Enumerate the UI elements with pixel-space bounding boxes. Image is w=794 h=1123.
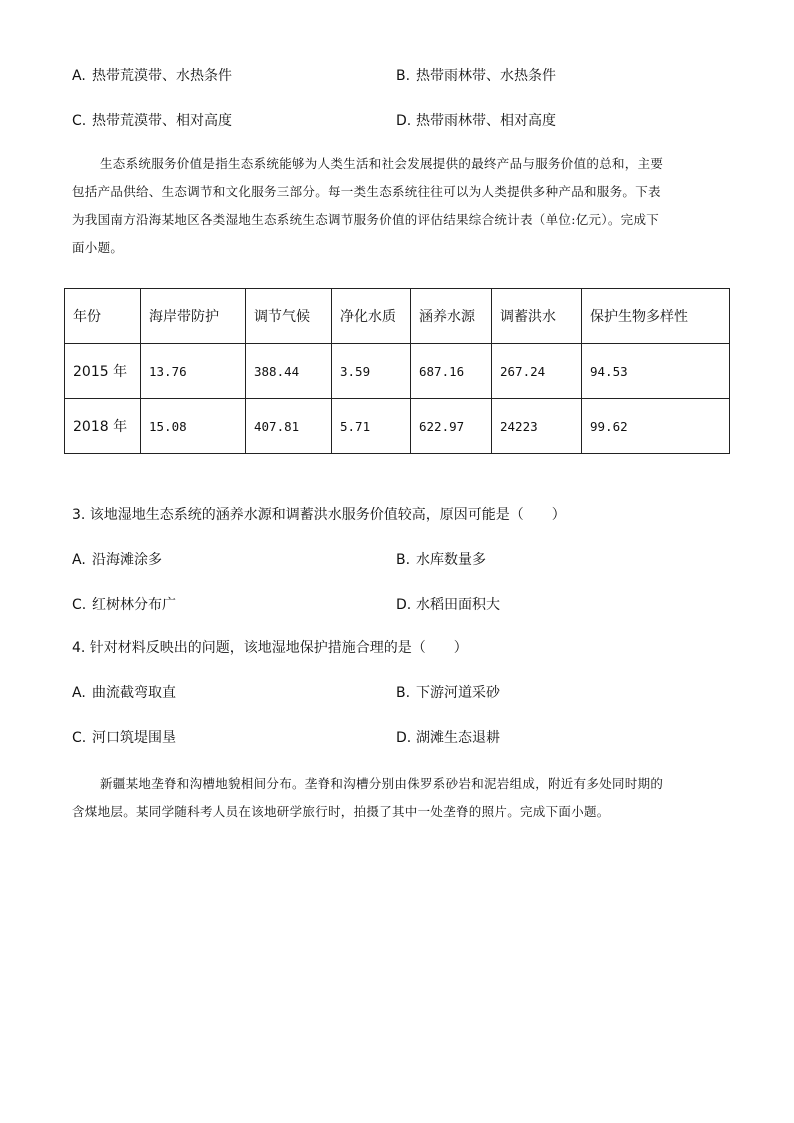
table-cell: 622.97 (411, 399, 492, 454)
table-row (65, 399, 730, 454)
table-cell: 5.71 (332, 399, 411, 454)
passage1-line3: 为我国南方沿海某地区各类湿地生态系统生态调节服务价值的评估结果综合统计表（单位:亿元）。完成下 (72, 212, 660, 227)
q4-options-row-2 (72, 726, 732, 750)
passage1-line2: 包括产品供给、生态调节和文化服务三部分。每一类生态系统往往可以为人类提供多种产品和服务。下表 (72, 184, 661, 199)
table-cell: 407.81 (246, 399, 332, 454)
table-header-cell: 涵养水源 (411, 289, 492, 344)
table-cell: 2018 年 (65, 399, 141, 454)
passage2-line1: 新疆某地垄脊和沟槽地貌相间分布。垄脊和沟槽分别由侏罗系砂岩和泥岩组成，附近有多处同时期的 (100, 776, 664, 791)
table-header-cell: 年份 (65, 289, 141, 344)
question-3-stem: 3. 该地湿地生态系统的涵养水源和调蓄洪水服务价值较高，原因可能是（ ） (72, 507, 566, 523)
q2-option-b[interactable]: B. 热带雨林带、水热条件 (396, 68, 556, 84)
table-row (65, 344, 730, 399)
table-header-cell: 净化水质 (332, 289, 411, 344)
table-header-cell: 保护生物多样性 (582, 289, 730, 344)
q3-option-d[interactable]: D. 水稻田面积大 (396, 597, 500, 613)
table-header-cell: 海岸带防护 (141, 289, 246, 344)
passage1-line4: 面小题。 (72, 240, 124, 255)
table-cell: 15.08 (141, 399, 246, 454)
table-cell: 388.44 (246, 344, 332, 399)
q2-options-row-2 (72, 109, 732, 133)
q3-options-row-2 (72, 593, 732, 617)
table-header-row (65, 289, 730, 344)
passage-ecosystem-services (72, 150, 722, 262)
table-header-cell: 调节气候 (246, 289, 332, 344)
question-4-stem: 4. 针对材料反映出的问题，该地湿地保护措施合理的是（ ） (72, 640, 468, 656)
q2-options-row-1 (72, 64, 732, 88)
table-cell: 2015 年 (65, 344, 141, 399)
q4-option-a[interactable]: A. 曲流截弯取直 (72, 685, 176, 701)
q4-option-c[interactable]: C. 河口筑堤围垦 (72, 730, 176, 746)
q3-option-c[interactable]: C. 红树林分布广 (72, 597, 176, 613)
wetland-value-table (64, 288, 730, 454)
q3-option-a[interactable]: A. 沿海滩涂多 (72, 552, 162, 568)
table-cell: 13.76 (141, 344, 246, 399)
passage2-line2: 含煤地层。某同学随科考人员在该地研学旅行时，拍摄了其中一处垄脊的照片。完成下面小题。 (72, 804, 610, 819)
table-cell: 267.24 (492, 344, 582, 399)
table-cell: 687.16 (411, 344, 492, 399)
table-header-cell: 调蓄洪水 (492, 289, 582, 344)
table-cell: 99.62 (582, 399, 730, 454)
q2-option-c[interactable]: C. 热带荒漠带、相对高度 (72, 113, 232, 129)
q4-options-row-1 (72, 681, 732, 705)
q2-option-a[interactable]: A. 热带荒漠带、水热条件 (72, 68, 232, 84)
table-cell: 94.53 (582, 344, 730, 399)
table-cell: 24223 (492, 399, 582, 454)
q3-options-row-1 (72, 548, 732, 572)
q4-option-d[interactable]: D. 湖滩生态退耕 (396, 730, 500, 746)
passage1-line1: 生态系统服务价值是指生态系统能够为人类生活和社会发展提供的最终产品与服务价值的总和，主要 (100, 156, 664, 171)
passage-xinjiang-landform (72, 770, 722, 826)
q2-option-d[interactable]: D. 热带雨林带、相对高度 (396, 113, 556, 129)
table-cell: 3.59 (332, 344, 411, 399)
q4-option-b[interactable]: B. 下游河道采砂 (396, 685, 500, 701)
q3-option-b[interactable]: B. 水库数量多 (396, 552, 486, 568)
